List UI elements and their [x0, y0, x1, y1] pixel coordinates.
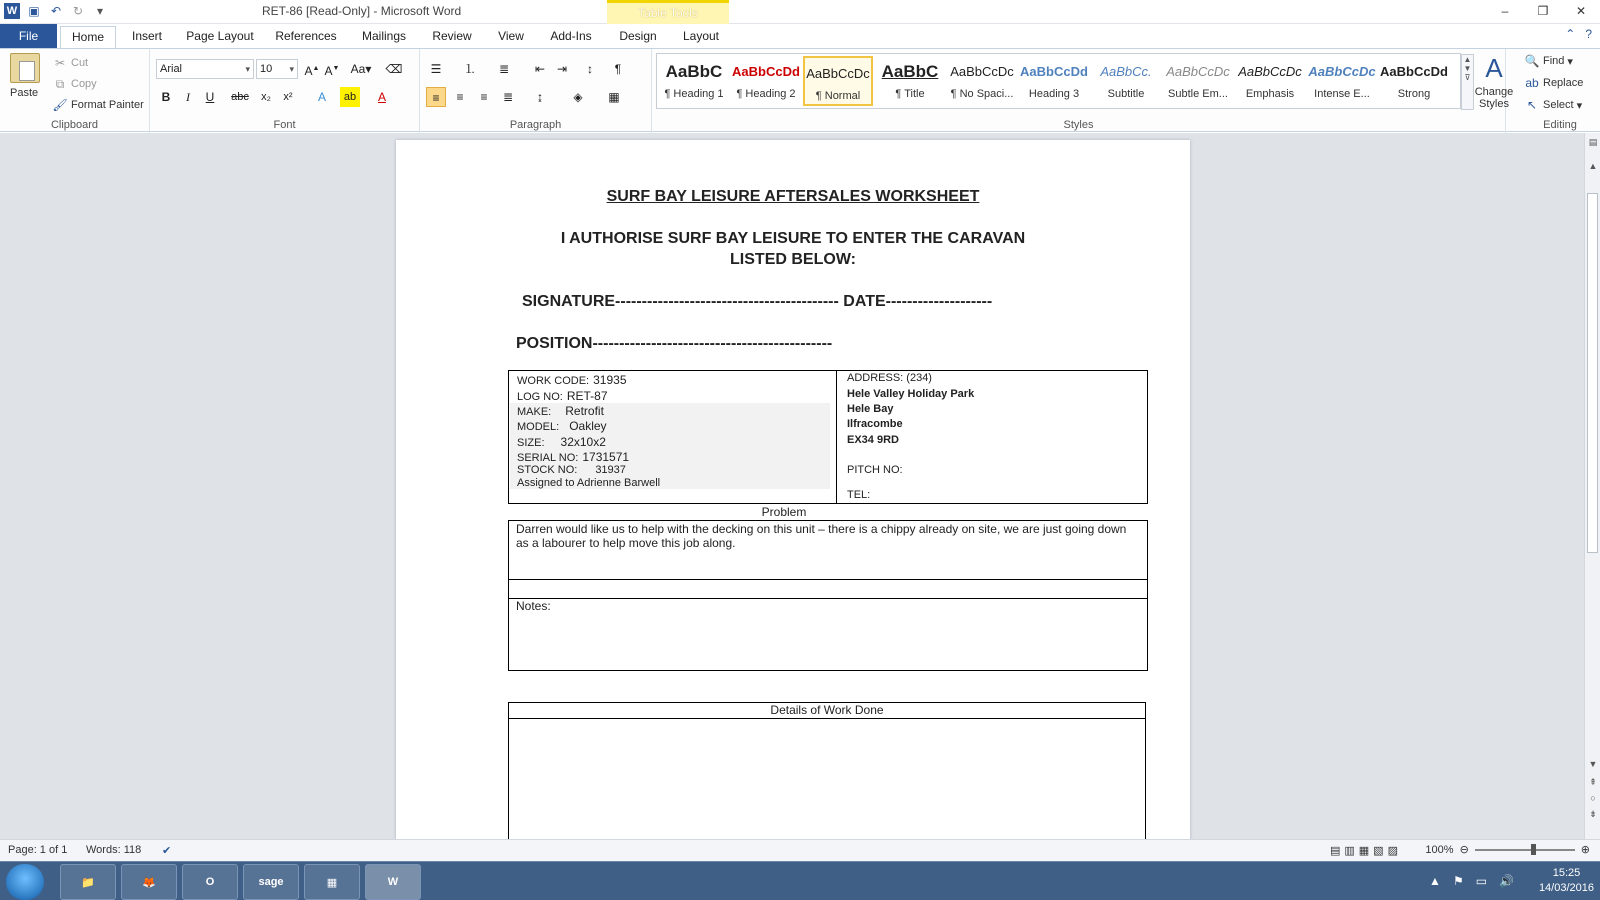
ribbon-tabs [0, 24, 1600, 48]
copy-button[interactable]: ⧉ Copy [52, 76, 97, 92]
explorer-icon[interactable]: 📁 [60, 864, 116, 900]
shading-icon[interactable]: ◈ [573, 90, 583, 104]
align-right-icon[interactable]: ≡ [480, 90, 488, 104]
help-icon[interactable]: ? [1585, 27, 1592, 41]
italic-icon[interactable]: I [186, 90, 190, 104]
style-heading-1[interactable]: AaBbC ¶ Heading 1 [664, 62, 724, 100]
outlook-icon[interactable]: O [182, 864, 238, 900]
view-buttons-icon[interactable]: ▤▥▦▧▨ [1330, 845, 1402, 857]
assigned-field: Assigned to Adrienne Barwell [517, 477, 661, 489]
tab-add-ins[interactable]: Add-Ins [550, 29, 592, 43]
redo-icon[interactable]: ↻ [72, 4, 84, 18]
decrease-indent-icon[interactable]: ⇤ [534, 62, 546, 76]
style-strong[interactable]: AaBbCcDd Strong [1380, 64, 1448, 100]
tab-page-layout[interactable]: Page Layout [186, 29, 254, 43]
address-line-1: Hele Valley Holiday Park [847, 388, 975, 400]
model-field: MODEL: Oakley [517, 419, 607, 433]
volume-icon[interactable]: 🔊 [1499, 874, 1514, 888]
underline-icon[interactable]: U [205, 90, 215, 104]
tab-references[interactable]: References [275, 29, 337, 43]
quick-access-toolbar [4, 3, 108, 19]
font-group [150, 49, 420, 133]
style-title[interactable]: AaBbC ¶ Title [881, 62, 939, 100]
address-line-4: EX34 9RD [847, 434, 899, 446]
network-icon[interactable]: ▭ [1475, 874, 1488, 888]
problem-text: Darren would like us to help with the decking on this unit – there is a chippy already on site, we are just going down as a labourer to help move this job along. [516, 522, 1127, 550]
window-controls [1486, 0, 1600, 22]
zoom-control [1425, 843, 1590, 856]
log-no-field: LOG NO: RET-87 [517, 389, 608, 403]
numbering-icon[interactable]: ⒈ [463, 62, 476, 76]
binoculars-icon: 🔍 [1524, 54, 1540, 68]
paste-button[interactable]: Paste [10, 87, 39, 99]
tab-mailings[interactable]: Mailings [361, 29, 406, 43]
copy-icon: ⧉ [55, 77, 65, 91]
page-count[interactable]: Page: 1 of 1 [8, 844, 68, 856]
styles-gallery [656, 53, 1472, 109]
zoom-in-icon[interactable]: ⊕ [1580, 844, 1590, 856]
work-code-field: WORK CODE: 31935 [517, 373, 627, 387]
editing-group [1520, 49, 1600, 133]
undo-icon[interactable]: ↶ [50, 4, 62, 18]
tab-home[interactable]: Home [60, 26, 116, 48]
notes-label: Notes: [516, 599, 551, 613]
ribbon [0, 48, 1600, 132]
calendar-app-icon[interactable]: ▦ [304, 864, 360, 900]
problem-divider-2 [509, 598, 1147, 599]
font-family-select[interactable]: Arial ▾ [156, 59, 254, 79]
clock-time: 15:25 [1552, 867, 1581, 879]
word-app-icon[interactable]: W [4, 3, 20, 19]
scroll-down-icon[interactable]: ▼ [1588, 759, 1598, 769]
scroll-up-icon[interactable]: ▲ [1588, 161, 1598, 171]
save-icon[interactable]: ▣ [28, 4, 40, 18]
paragraph-group [420, 49, 652, 133]
worksheet-heading: SURF BAY LEISURE AFTERSALES WORKSHEET [606, 188, 980, 205]
title-bar [0, 0, 1600, 24]
pitch-no-label: PITCH NO: [847, 464, 903, 476]
clock[interactable] [1539, 866, 1594, 896]
signature-line: SIGNATURE------------------------------------------ DATE-------------------- [522, 293, 993, 310]
restore-icon[interactable]: ❐ [1537, 4, 1549, 18]
shrink-font-icon[interactable]: A▼ [324, 64, 340, 78]
stock-no-field: STOCK NO: 31937 [517, 464, 626, 476]
change-styles-icon: A [1485, 53, 1503, 83]
style-heading-3[interactable]: AaBbCcDd Heading 3 [1020, 64, 1088, 100]
brush-icon: 🖌 [52, 98, 68, 112]
action-center-flag-icon[interactable]: ⚑ [1452, 874, 1464, 888]
clear-formatting-icon[interactable]: ⌫ [385, 62, 403, 76]
tel-label: TEL: [847, 489, 871, 501]
paragraph-label: Paragraph [509, 119, 562, 131]
word-taskbar-icon[interactable]: W [365, 864, 421, 900]
editing-label: Editing [1543, 119, 1577, 131]
help-controls [1565, 27, 1592, 41]
work-done-header: Details of Work Done [509, 703, 1145, 719]
minimize-icon[interactable]: – [1501, 4, 1509, 18]
sage-icon[interactable]: sage [243, 864, 299, 900]
details-divider [836, 371, 837, 503]
multilevel-list-icon[interactable]: ≣ [498, 62, 510, 76]
show-formatting-icon[interactable]: ¶ [614, 62, 622, 76]
sort-icon[interactable]: ↕ [587, 62, 593, 76]
problem-header: Problem [761, 505, 807, 519]
gallery-scroll[interactable]: ▲ ▼ ⊽ [1461, 54, 1474, 110]
address-line-3: Ilfracombe [847, 418, 903, 430]
address-label: ADDRESS: (234) [847, 372, 932, 384]
start-button-icon[interactable] [6, 864, 44, 900]
change-case-icon[interactable]: Aa▾ [350, 62, 372, 76]
next-page-icon[interactable]: ⇟ [1589, 809, 1597, 819]
show-hidden-icons-icon[interactable]: ▲ [1429, 874, 1441, 888]
align-left-icon[interactable]: ≡ [426, 87, 446, 107]
tab-view[interactable]: View [498, 29, 524, 43]
styles-group [652, 49, 1514, 133]
authorise-line-2: LISTED BELOW: [730, 251, 856, 268]
previous-page-icon[interactable]: ⇞ [1589, 777, 1597, 787]
table-tools-group: Table Tools [607, 0, 729, 24]
make-field: MAKE: Retrofit [517, 404, 604, 418]
strikethrough-icon[interactable]: abc [231, 91, 249, 103]
zoom-out-icon[interactable]: ⊖ [1459, 844, 1469, 856]
window-title: RET-86 [Read-Only] - Microsoft Word [262, 4, 462, 18]
bold-icon[interactable]: B [161, 90, 171, 104]
cursor-icon: ↖ [1526, 98, 1538, 112]
tab-review[interactable]: Review [432, 29, 472, 43]
scissors-icon: ✂ [54, 56, 66, 70]
details-table [508, 370, 1148, 504]
superscript-icon[interactable]: x² [283, 91, 293, 103]
size-field: SIZE: 32x10x2 [517, 435, 606, 449]
taskbar [0, 861, 1600, 900]
style-subtitle[interactable]: AaBbCc. Subtitle [1100, 64, 1152, 100]
firefox-icon[interactable]: 🦊 [121, 864, 177, 900]
ruler-toggle-icon[interactable]: ▤ [1588, 137, 1598, 147]
style-normal[interactable]: AaBbCcDc ¶ Normal [803, 56, 873, 106]
styles-label: Styles [1063, 119, 1094, 131]
browse-object-icon[interactable]: ○ [1590, 793, 1596, 803]
vertical-scrollbar[interactable] [1584, 133, 1600, 839]
clock-date: 14/03/2016 [1538, 882, 1594, 894]
minimize-ribbon-icon[interactable]: ⌃ [1565, 27, 1576, 41]
increase-indent-icon[interactable]: ⇥ [556, 62, 568, 76]
address-line-2: Hele Bay [847, 403, 894, 415]
word-count[interactable]: Words: 118 [86, 844, 142, 856]
style-intense-emphasis[interactable]: AaBbCcDc Intense E... [1308, 64, 1376, 100]
zoom-level[interactable]: 100% [1425, 843, 1454, 856]
status-bar [0, 839, 1600, 861]
select-button[interactable]: ↖ Select ▾ [1524, 97, 1582, 113]
serial-no-field: SERIAL NO: 1731571 [517, 450, 630, 464]
tab-file[interactable]: File [0, 24, 57, 48]
subscript-icon[interactable]: x₂ [261, 91, 271, 103]
grow-font-icon[interactable]: A▲ [304, 64, 320, 78]
zoom-slider[interactable] [1475, 849, 1575, 851]
style-subtle-emphasis[interactable]: AaBbCcDc Subtle Em... [1166, 64, 1230, 100]
style-emphasis[interactable]: AaBbCcDc Emphasis [1238, 64, 1302, 100]
work-done-table [508, 702, 1146, 839]
clipboard-group [0, 49, 150, 133]
customize-qat-icon[interactable]: ▾ [96, 4, 104, 18]
proofing-icon[interactable]: ✔ [162, 845, 172, 857]
problem-divider-1 [509, 579, 1147, 580]
scroll-thumb[interactable] [1587, 193, 1598, 553]
font-size-select[interactable]: 10 ▾ [256, 59, 298, 79]
document-area[interactable] [0, 133, 1584, 839]
tab-insert[interactable]: Insert [131, 29, 162, 43]
authorise-line-1: I AUTHORISE SURF BAY LEISURE TO ENTER THE CARAVAN [560, 230, 1026, 247]
font-label: Font [273, 119, 296, 131]
replace-button[interactable]: ab Replace [1525, 76, 1584, 90]
close-icon[interactable]: ✕ [1575, 4, 1587, 18]
text-effects-icon[interactable]: A [317, 90, 326, 104]
style-heading-2[interactable]: AaBbCcDd ¶ Heading 2 [732, 64, 800, 100]
replace-icon: ab [1525, 76, 1539, 90]
highlight-icon[interactable]: ab [340, 87, 360, 107]
justify-icon[interactable]: ≣ [502, 90, 514, 104]
find-button[interactable]: 🔍 Find ▾ [1524, 54, 1573, 68]
change-styles-button[interactable]: A Change Styles [1474, 53, 1514, 110]
paste-icon[interactable] [10, 53, 40, 83]
format-painter-button[interactable]: 🖌 Format Painter [52, 98, 144, 112]
clipboard-label: Clipboard [50, 119, 99, 131]
tab-layout[interactable]: Layout [682, 29, 720, 43]
font-color-icon[interactable]: A [377, 90, 386, 104]
style-no-spacing[interactable]: AaBbCcDc ¶ No Spaci... [950, 64, 1014, 100]
tab-design[interactable]: Design [619, 29, 657, 43]
position-line: POSITION--------------------------------------------- [516, 335, 833, 352]
system-tray [1429, 874, 1514, 888]
align-center-icon[interactable]: ≡ [456, 90, 464, 104]
cut-button[interactable]: ✂ Cut [52, 55, 88, 71]
document-page[interactable] [396, 140, 1190, 839]
bullets-icon[interactable]: ☰ [430, 62, 442, 76]
borders-icon[interactable]: ▦ [608, 90, 620, 104]
problem-table [508, 520, 1148, 671]
line-spacing-icon[interactable]: ↨ [537, 90, 543, 104]
